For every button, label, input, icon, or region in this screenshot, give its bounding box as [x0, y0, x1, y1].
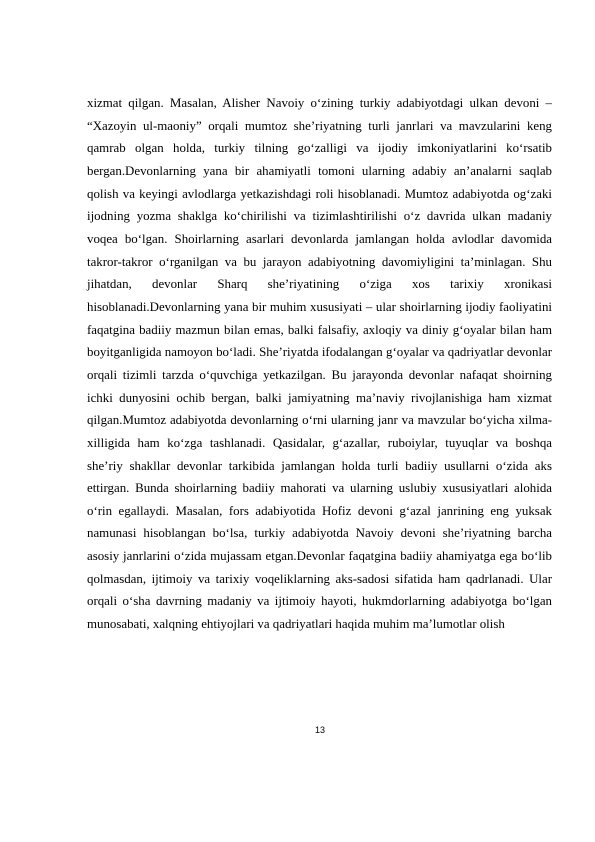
page-number: 13 [314, 725, 325, 735]
body-paragraph: xizmat qilgan. Masalan, Alisher Navoiy o‘zining turkiy adabiyotdagi ulkan devoni – “Xazoyin ul-maoniy” orqali mumtoz she’riyatning turli janrlari va mavzularini keng qamrab olgan holda, turkiy tilning go‘zalligi va ijodiy imkoniyatlarini ko‘rsatib bergan.Devonlarning yana bir ahamiyatli tomoni ularning adabiy an’analarni saqlab qolish va keyingi avlodlarga yetkazishdagi roli hisoblanadi. Mumtoz adabiyotda og‘zaki ijodning yozma shaklga ko‘chirilishi va tizimlashtirilishi o‘z davrida ulkan madaniy voqea bo‘lgan. Shoirlarning asarlari devonlarda jamlangan holda avlodlar davomida takror-takror o‘rganilgan va bu jarayon adabiyotning davomiyligini ta’minlagan. Shu jihatdan, devonlar Sharq she’riyatining o‘ziga xos tarixiy xronikasi hisoblanadi.Devonlarning yana bir muhim xususiyati – ular shoirlarning ijodiy faoliyatini faqatgina badiiy mazmun bilan emas, balki falsafiy, axloqiy va diniy g‘oyalar bilan ham boyitganligida namoyon bo‘ladi. She’riyatda ifodalangan g‘oyalar va qadriyatlar devonlar orqali tizimli tarzda o‘quvchiga yetkazilgan. Bu jarayonda devonlar nafaqat shoirning ichki dunyosini ochib bergan, balki jamiyatning ma’naviy rivojlanishiga ham xizmat qilgan.Mumtoz adabiyotda devonlarning o‘rni ularning janr va mavzular bo‘yicha xilma-xilligida ham ko‘zga tashlanadi. Qasidalar, g‘azallar, ruboiylar, tuyuqlar va boshqa she’riy shakllar devonlar tarkibida jamlangan holda turli badiiy usullarni o‘zida aks ettirgan. Bunda shoirlarning badiiy mahorati va ularning uslubiy xususiyatlari alohida o‘rin egallaydi. Masalan, fors adabiyotida Hofiz devoni g‘azal janrining eng yuksak namunasi hisoblangan bo‘lsa, turkiy adabiyotda Navoiy devoni she’riyatning barcha asosiy janrlarini o‘zida mujassam etgan.Devonlar faqatgina badiiy ahamiyatga ega bo‘lib qolmasdan, ijtimoiy va tarixiy voqeliklarning aks-sadosi sifatida ham qadrlanadi. Ular orqali o‘sha davrning madaniy va ijtimoiy hayoti, hukmdorlarning adabiyotga bo‘lgan munosabati, xalqning ehtiyojlari va qadriyatlari haqida muhim ma’lumotlar olish [87, 96, 552, 632]
